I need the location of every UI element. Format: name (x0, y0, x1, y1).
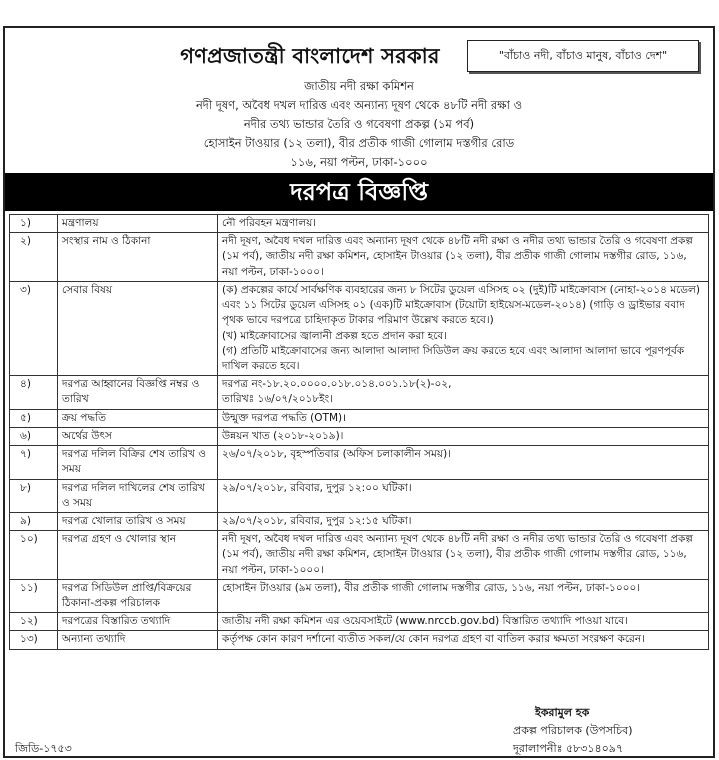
address-line2: ১১৬, নয়া পল্টন, ঢাকা-১০০০ (290, 155, 428, 169)
row-item: দরপত্র দলিল দাখিলের শেষ তারিখ ও সময় (58, 479, 218, 512)
table-row (10, 631, 709, 649)
table-row (10, 512, 709, 530)
service-item-ga: (গ) প্রতিটি মাইক্রোবাসের জন্য আলাদা আলাদা সিডিউল ক্রয় করতে হবে এবং আলাদা আলাদা ভাবে পূরণপূর্বক দাখিল করতে হবে। (222, 344, 685, 372)
row-item: দরপত্রের বিস্তারিত তথ্যাদি (58, 613, 218, 631)
row-detail: ২৬/০৭/২০১৮, বৃহস্পতিবার (অফিস চলাকালীন সময়)। (218, 446, 709, 479)
tender-notice (3, 26, 715, 758)
row-item: দরপত্র দলিল বিক্রির শেষ তারিখ ও সময় (58, 446, 218, 479)
row-item: অন্যান্য তথ্যাদি (58, 631, 218, 649)
signatory-phone: দূরালাপনীঃ ৫৮৩১৪০৯৭ (513, 742, 624, 755)
signatory-name: ইকরামুল হক (535, 706, 590, 719)
serial-number: ৯) (10, 512, 58, 530)
row-item: দরপত্র খোলার তারিখ ও সময় (58, 512, 218, 530)
commission-name: জাতীয় নদী রক্ষা কমিশন (304, 79, 414, 93)
table-row (10, 579, 709, 612)
serial-number: ৭) (10, 446, 58, 479)
address-line1: হোসাইন টাওয়ার (১২ তলা), বীর প্রতীক গাজী গোলাম দস্তগীর রোড (203, 136, 515, 150)
notice-banner: দরপত্র বিজ্ঞপ্তি (5, 173, 713, 211)
row-item: দরপত্র আহ্বানের বিজ্ঞপ্তি নম্বর ও তারিখ (58, 376, 218, 409)
table-row (10, 531, 709, 580)
tender-number: দরপত্র নং-১৮.২০.০০০০.০১৮.০১৪.০০১.১৮(২)-০২, (222, 378, 452, 391)
row-detail: নৌ পরিবহন মন্ত্রণালয়। (218, 215, 709, 233)
notice-header (5, 28, 713, 170)
table-row (10, 215, 709, 233)
project-name-line1: নদী দূষণ, অবৈধ দখল দারিত্ত এবং অন্যান্য দূষণ থেকে ৪৮টি নদী রক্ষা ও (195, 98, 523, 112)
serial-number: ১০) (10, 531, 58, 580)
row-item: দরপত্র গ্রহণ ও খোলার স্থান (58, 531, 218, 580)
row-detail (218, 376, 709, 409)
table-row (10, 233, 709, 282)
slogan-box: "বাঁচাও নদী, বাঁচাও মানুষ, বাঁচাও দেশ" (467, 40, 699, 72)
table-row (10, 479, 709, 512)
table-row (10, 613, 709, 631)
service-item-ka: (ক) প্রকল্পের কার্যে সার্বক্ষণিক ব্যবহারের জন্য ৮ সিটের ডুয়েল এসিসহ ০২ (দুই)টি মাইক্রোবাস (নোহা-২০১৪ মডেল) এবং ১১ সিটের ডুয়েল এসিসহ ০১ (এক)টি মাইক্রোবাস (টয়োটা হাইয়েস-মডেল-২০১৪) (গাড়ি ও ড্রাইভার ববাদ পৃথক ভাবে দরপত্রে চাহিদাকৃত টাকার পরিমাণ উল্লেখ করতে হবে।) (222, 283, 700, 327)
row-detail: ২৯/০৭/২০১৮, রবিবার, দুপুর ১২:১৫ ঘটিকা। (218, 512, 709, 530)
table-row (10, 446, 709, 479)
serial-number: ১২) (10, 613, 58, 631)
serial-number: ৮) (10, 479, 58, 512)
row-detail: কর্তৃপক্ষ কোন কারণ দর্শানো ব্যতীত সকল/যে কোন দরপত্র গ্রহণ বা বাতিল করার ক্ষমতা সংরক্ষণ করেন। (218, 631, 709, 649)
government-title: গণপ্রজাতন্ত্রী বাংলাদেশ সরকার (180, 44, 440, 68)
serial-number: ৫) (10, 409, 58, 427)
serial-number: ১১) (10, 579, 58, 612)
table-row (10, 376, 709, 409)
row-detail: উন্নয়ন খাত (২০১৮-২০১৯)। (218, 427, 709, 445)
project-name-line2: নদীর তথ্য ভান্ডার তৈরি ও গবেষণা প্রকল্প (১ম পর্ব) (243, 117, 475, 131)
row-item: সংস্থার নাম ও ঠিকানা (58, 233, 218, 282)
row-detail: নদী দূষণ, অবৈধ দখল দারিত্ত এবং অন্যান্য দূষণ থেকে ৪৮টি নদী রক্ষা ও নদীর তথ্য ভান্ডার তৈরি ও গবেষণা প্রকল্প (১ম পর্ব), জাতীয় নদী রক্ষা কমিশন, হোসাইন টাওয়ার (১২ তলা), বীর প্রতীক গাজী গোলাম দস্তগীর রোড, ১১৬, নয়া পল্টন, ঢাকা-১০০০। (218, 531, 709, 580)
row-detail: জাতীয় নদী রক্ষা কমিশন এর ওয়েবসাইটে (www.nrccb.gov.bd) বিস্তারিত তথ্যাদি পাওয়া যাবে। (218, 613, 709, 631)
serial-number: ৪) (10, 376, 58, 409)
row-detail: উন্মুক্ত দরপত্র পদ্ধতি (OTM)। (218, 409, 709, 427)
row-item: মন্ত্রণালয় (58, 215, 218, 233)
row-item: দরপত্র সিডিউল প্রাপ্তি/বিক্রয়ের ঠিকানা-প্রকল্প পরিচালক (58, 579, 218, 612)
row-detail: ২৯/০৭/২০১৮, রবিবার, দুপুর ১২:০০ ঘটিকা। (218, 479, 709, 512)
serial-number: ১) (10, 215, 58, 233)
gd-code: জিডি-১৭৫৩ (15, 742, 72, 755)
row-detail (218, 281, 709, 375)
row-detail: নদী দূষণ, অবৈধ দখল দারিত্ত এবং অন্যান্য দূষণ থেকে ৪৮টি নদী রক্ষা ও নদীর তথ্য ভান্ডার তৈরি ও গবেষণা প্রকল্প (১ম পর্ব), জাতীয় নদী রক্ষা কমিশন, হোসাইন টাওয়ার (১২ তলা), বীর প্রতীক গাজী গোলাম দস্তগীর রোড, ১১৬, নয়া পল্টন, ঢাকা-১০০০। (218, 233, 709, 282)
serial-number: ৩) (10, 281, 58, 375)
table-row (10, 409, 709, 427)
row-item: অর্থের উৎস (58, 427, 218, 445)
table-row (10, 281, 709, 375)
row-item: ক্রয় পদ্ধতি (58, 409, 218, 427)
table-row (10, 427, 709, 445)
tender-date: তারিখঃ ১৬/০৭/২০১৮ইং। (222, 393, 333, 406)
service-item-kha: (খ) মাইক্রোবাসের জ্বালানী প্রকল্প হতে প্রদান করা হবে। (222, 329, 448, 342)
serial-number: ৬) (10, 427, 58, 445)
tender-details-table (9, 214, 709, 650)
row-detail: হোসাইন টাওয়ার (৯ম তলা), বীর প্রতীক গাজী গোলাম দস্তগীর রোড, ১১৬, নয়া পল্টন, ঢাকা-১০০০। (218, 579, 709, 612)
serial-number: ২) (10, 233, 58, 282)
signatory-designation: প্রকল্প পরিচালক (উপসচিব) (513, 724, 633, 737)
serial-number: ১৩) (10, 631, 58, 649)
row-item: সেবার বিষয় (58, 281, 218, 375)
